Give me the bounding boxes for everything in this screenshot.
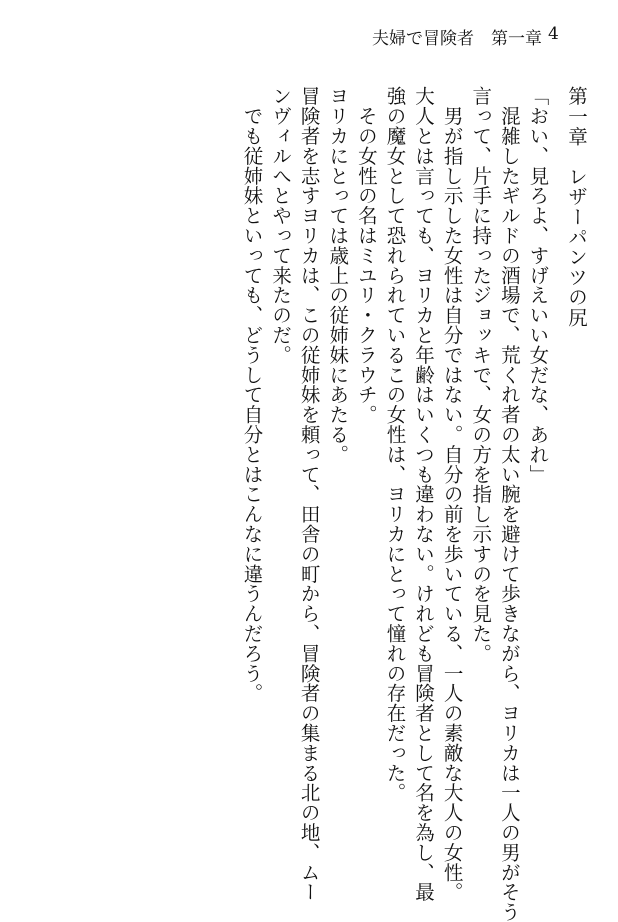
text-line: ンヴィルへとやって来たのだ。	[269, 86, 293, 365]
running-header	[0, 24, 618, 48]
text-line: その女性の名はミユリ・クラウチ。	[354, 86, 378, 425]
text-line: 「おい、見ろよ、すげえいい女だな、あれ」	[526, 86, 550, 484]
text-line: 強の魔女として恐れられているこの女性は、ヨリカにとって憧れの存在だった。	[383, 86, 407, 803]
text-line: 冒険者を志すヨリカは、この従姉妹を頼って、田舎の町から、冒険者の集まる北の地、ムー	[297, 86, 321, 902]
text-line: ヨリカにとっては歳上の従姉妹にあたる。	[326, 86, 350, 465]
page-number: 4	[548, 24, 559, 44]
text-line: でも従姉妹といっても、どうして自分とはこんなに違うんだろう。	[240, 86, 264, 703]
header-title: 夫婦で冒険者 第一章	[372, 29, 542, 49]
text-line: 言って、片手に持ったジョッキで、女の方を指し示すのを見た。	[469, 86, 493, 664]
text-line: 男が指し示した女性は自分ではない。自分の前を歩いている、一人の素敵な大人の女性。	[440, 86, 464, 902]
chapter-title: 第一章 レザーパンツの尻	[565, 86, 588, 328]
vertical-text-block	[40, 86, 590, 922]
text-line: 大人とは言っても、ヨリカと年齢はいくつも違わない。けれども冒険者として名を為し、最	[412, 86, 436, 902]
text-line: 混雑したギルドの酒場で、荒くれ者の太い腕を避けて歩きながら、ヨリカは一人の男がそう	[497, 86, 521, 922]
